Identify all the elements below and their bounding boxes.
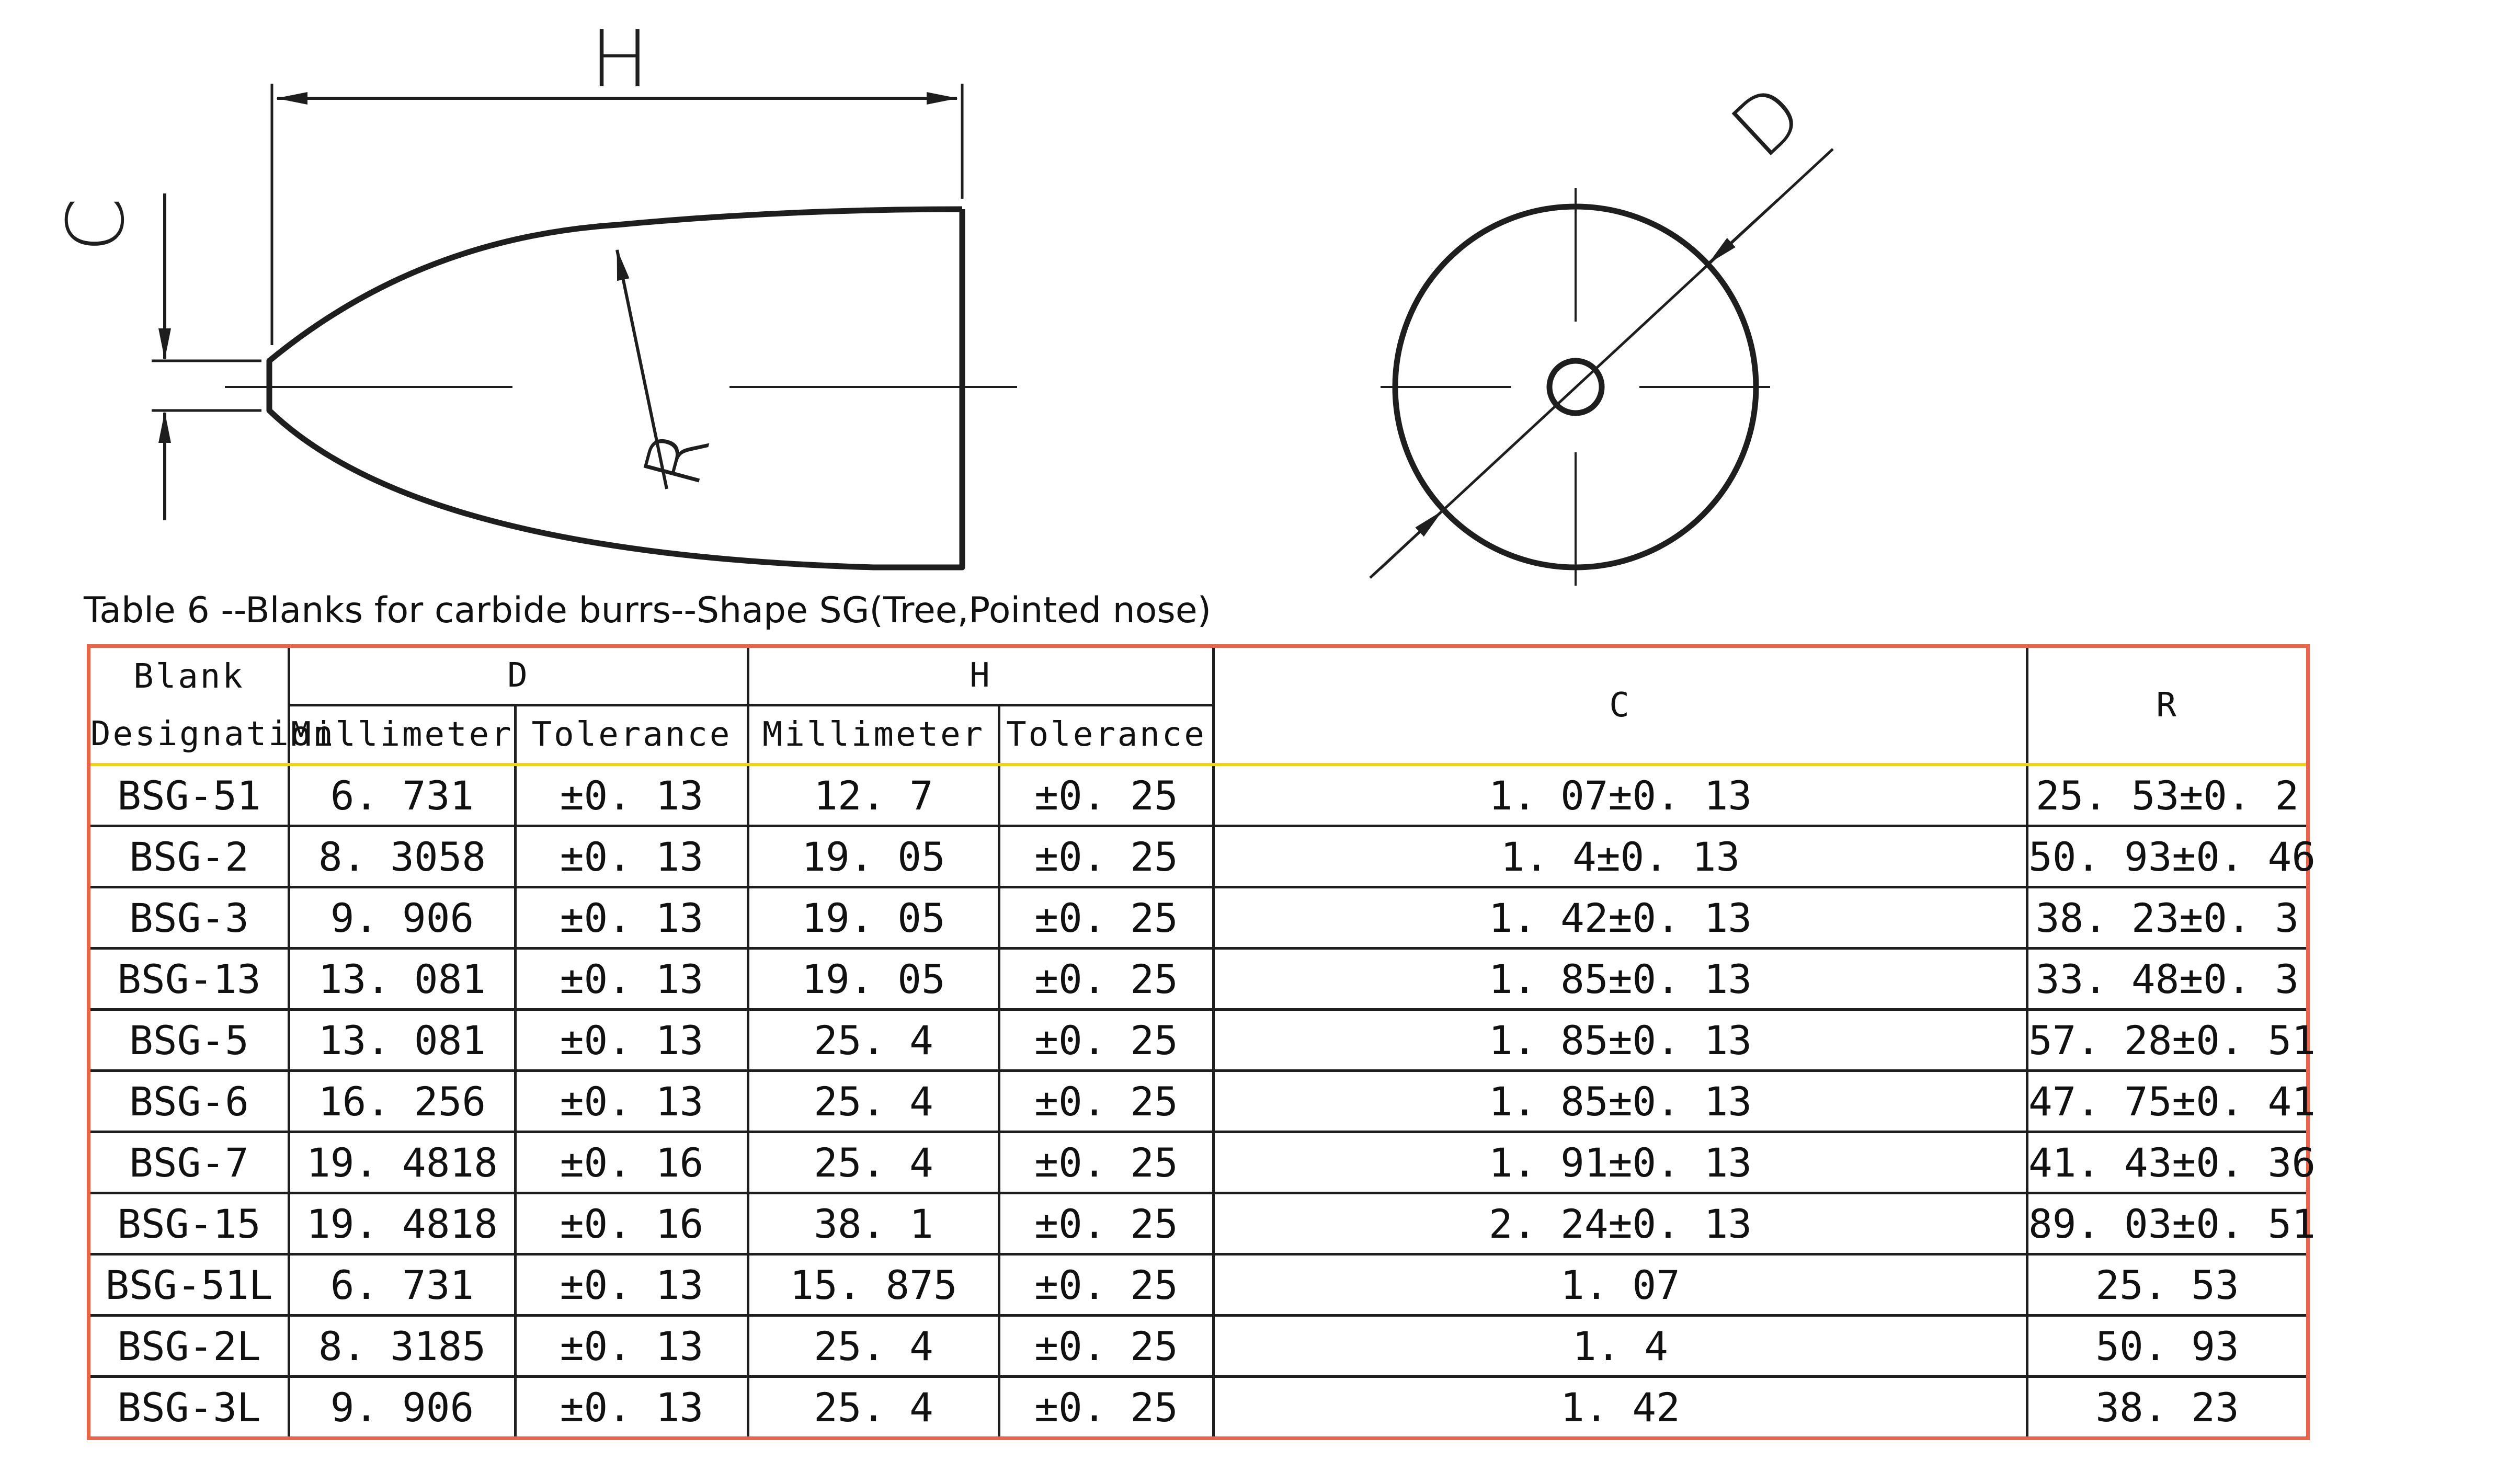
cell-h-millimeter: 25. 4 (748, 1377, 999, 1439)
cell-r: 25. 53 (2027, 1254, 2308, 1316)
cell-designation: BSG-51L (89, 1254, 289, 1316)
end-view-drawing (1370, 149, 1833, 586)
cell-h-tolerance: ±0. 25 (999, 1193, 1214, 1254)
cell-r: 38. 23 (2027, 1377, 2308, 1439)
cell-c: 1. 85±0. 13 (1214, 1071, 2027, 1132)
cell-d-millimeter: 6. 731 (289, 764, 516, 826)
cell-h-millimeter: 19. 05 (748, 949, 999, 1010)
cell-designation: BSG-15 (89, 1193, 289, 1254)
cell-designation: BSG-6 (89, 1071, 289, 1132)
cell-d-millimeter: 19. 4818 (289, 1132, 516, 1193)
cell-h-tolerance: ±0. 25 (999, 764, 1214, 826)
cell-r: 50. 93 (2027, 1316, 2308, 1377)
header-h: H (748, 646, 1214, 705)
header-d: D (289, 646, 748, 705)
header-r: R (2027, 646, 2308, 765)
cell-c: 1. 4 (1214, 1316, 2027, 1377)
table-row (89, 1071, 2308, 1132)
cell-designation: BSG-51 (89, 764, 289, 826)
cell-designation: BSG-7 (89, 1132, 289, 1193)
cell-h-tolerance: ±0. 25 (999, 887, 1214, 949)
cell-r: 41. 43±0. 36 (2027, 1132, 2308, 1193)
cell-h-millimeter: 25. 4 (748, 1132, 999, 1193)
cell-d-tolerance: ±0. 13 (516, 1071, 748, 1132)
cell-c: 1. 07 (1214, 1254, 2027, 1316)
cell-r: 33. 48±0. 3 (2027, 949, 2308, 1010)
cell-d-tolerance: ±0. 13 (516, 887, 748, 949)
cell-c: 1. 07±0. 13 (1214, 764, 2027, 826)
cell-designation: BSG-13 (89, 949, 289, 1010)
technical-drawings (0, 0, 2520, 586)
r-label: R (626, 420, 729, 497)
header-h-millimeter: Millimeter (748, 705, 999, 764)
table-body (89, 764, 2316, 1439)
cell-r: 57. 28±0. 51 (2027, 1010, 2308, 1071)
header-d-tolerance: Tolerance (516, 705, 748, 764)
table-title: Table 6 --Blanks for carbide burrs--Shape SG(Tree,Pointed nose) (84, 590, 1212, 631)
side-view-drawing (152, 84, 1017, 567)
table-row (89, 1010, 2308, 1071)
cell-designation: BSG-2L (89, 1316, 289, 1377)
cell-d-tolerance: ±0. 13 (516, 1254, 748, 1316)
cell-h-tolerance: ±0. 25 (999, 1071, 1214, 1132)
table-row (89, 1377, 2308, 1439)
cell-designation: BSG-2 (89, 826, 289, 887)
cell-h-millimeter: 12. 7 (748, 764, 999, 826)
cell-h-tolerance: ±0. 25 (999, 949, 1214, 1010)
cell-c: 1. 42±0. 13 (1214, 887, 2027, 949)
cell-d-tolerance: ±0. 13 (516, 1316, 748, 1377)
cell-d-tolerance: ±0. 16 (516, 1193, 748, 1254)
h-label: H (590, 14, 649, 105)
table-row (89, 826, 2308, 887)
cell-h-millimeter: 19. 05 (748, 826, 999, 887)
cell-d-millimeter: 16. 256 (289, 1071, 516, 1132)
cell-h-millimeter: 15. 875 (748, 1254, 999, 1316)
table-row (89, 1254, 2308, 1316)
cell-d-tolerance: ±0. 13 (516, 764, 748, 826)
cell-h-tolerance: ±0. 25 (999, 1254, 1214, 1316)
cell-designation: BSG-5 (89, 1010, 289, 1071)
cell-c: 1. 4±0. 13 (1214, 826, 2027, 887)
cell-designation: BSG-3L (89, 1377, 289, 1439)
table-row (89, 1132, 2308, 1193)
cell-h-tolerance: ±0. 25 (999, 1377, 1214, 1439)
cell-h-millimeter: 25. 4 (748, 1010, 999, 1071)
cell-h-tolerance: ±0. 25 (999, 1132, 1214, 1193)
cell-d-tolerance: ±0. 16 (516, 1132, 748, 1193)
cell-d-millimeter: 19. 4818 (289, 1193, 516, 1254)
cell-h-tolerance: ±0. 25 (999, 1316, 1214, 1377)
cell-d-millimeter: 13. 081 (289, 1010, 516, 1071)
cell-r: 38. 23±0. 3 (2027, 887, 2308, 949)
cell-h-millimeter: 19. 05 (748, 887, 999, 949)
table-row (89, 764, 2308, 826)
cell-d-tolerance: ±0. 13 (516, 1010, 748, 1071)
cell-d-millimeter: 8. 3185 (289, 1316, 516, 1377)
cell-c: 1. 91±0. 13 (1214, 1132, 2027, 1193)
cell-r: 25. 53±0. 2 (2027, 764, 2308, 826)
table-row (89, 1193, 2308, 1254)
cell-r: 89. 03±0. 51 (2027, 1193, 2308, 1254)
header-c: C (1214, 646, 2027, 765)
cell-d-tolerance: ±0. 13 (516, 826, 748, 887)
cell-d-millimeter: 9. 906 (289, 1377, 516, 1439)
cell-d-millimeter: 6. 731 (289, 1254, 516, 1316)
c-label: C (51, 197, 142, 253)
cell-c: 1. 85±0. 13 (1214, 1010, 2027, 1071)
table-row (89, 949, 2308, 1010)
cell-d-millimeter: 8. 3058 (289, 826, 516, 887)
cell-d-tolerance: ±0. 13 (516, 949, 748, 1010)
cell-d-millimeter: 9. 906 (289, 887, 516, 949)
cell-h-tolerance: ±0. 25 (999, 1010, 1214, 1071)
cell-h-millimeter: 25. 4 (748, 1316, 999, 1377)
specification-table (87, 644, 2316, 1440)
cell-h-millimeter: 25. 4 (748, 1071, 999, 1132)
cell-c: 1. 42 (1214, 1377, 2027, 1439)
cell-r: 50. 93±0. 46 (2027, 826, 2308, 887)
cell-h-millimeter: 38. 1 (748, 1193, 999, 1254)
header-blank-designation: Blank Designation (89, 646, 289, 765)
cell-r: 47. 75±0. 41 (2027, 1071, 2308, 1132)
header-d-millimeter: Millimeter (289, 705, 516, 764)
cell-h-tolerance: ±0. 25 (999, 826, 1214, 887)
cell-d-millimeter: 13. 081 (289, 949, 516, 1010)
table-row (89, 887, 2308, 949)
blank-outline (269, 209, 962, 567)
cell-c: 2. 24±0. 13 (1214, 1193, 2027, 1254)
cell-designation: BSG-3 (89, 887, 289, 949)
header-h-tolerance: Tolerance (999, 705, 1214, 764)
cell-d-tolerance: ±0. 13 (516, 1377, 748, 1439)
d-label: D (1714, 67, 1821, 176)
table-row (89, 1316, 2308, 1377)
cell-c: 1. 85±0. 13 (1214, 949, 2027, 1010)
